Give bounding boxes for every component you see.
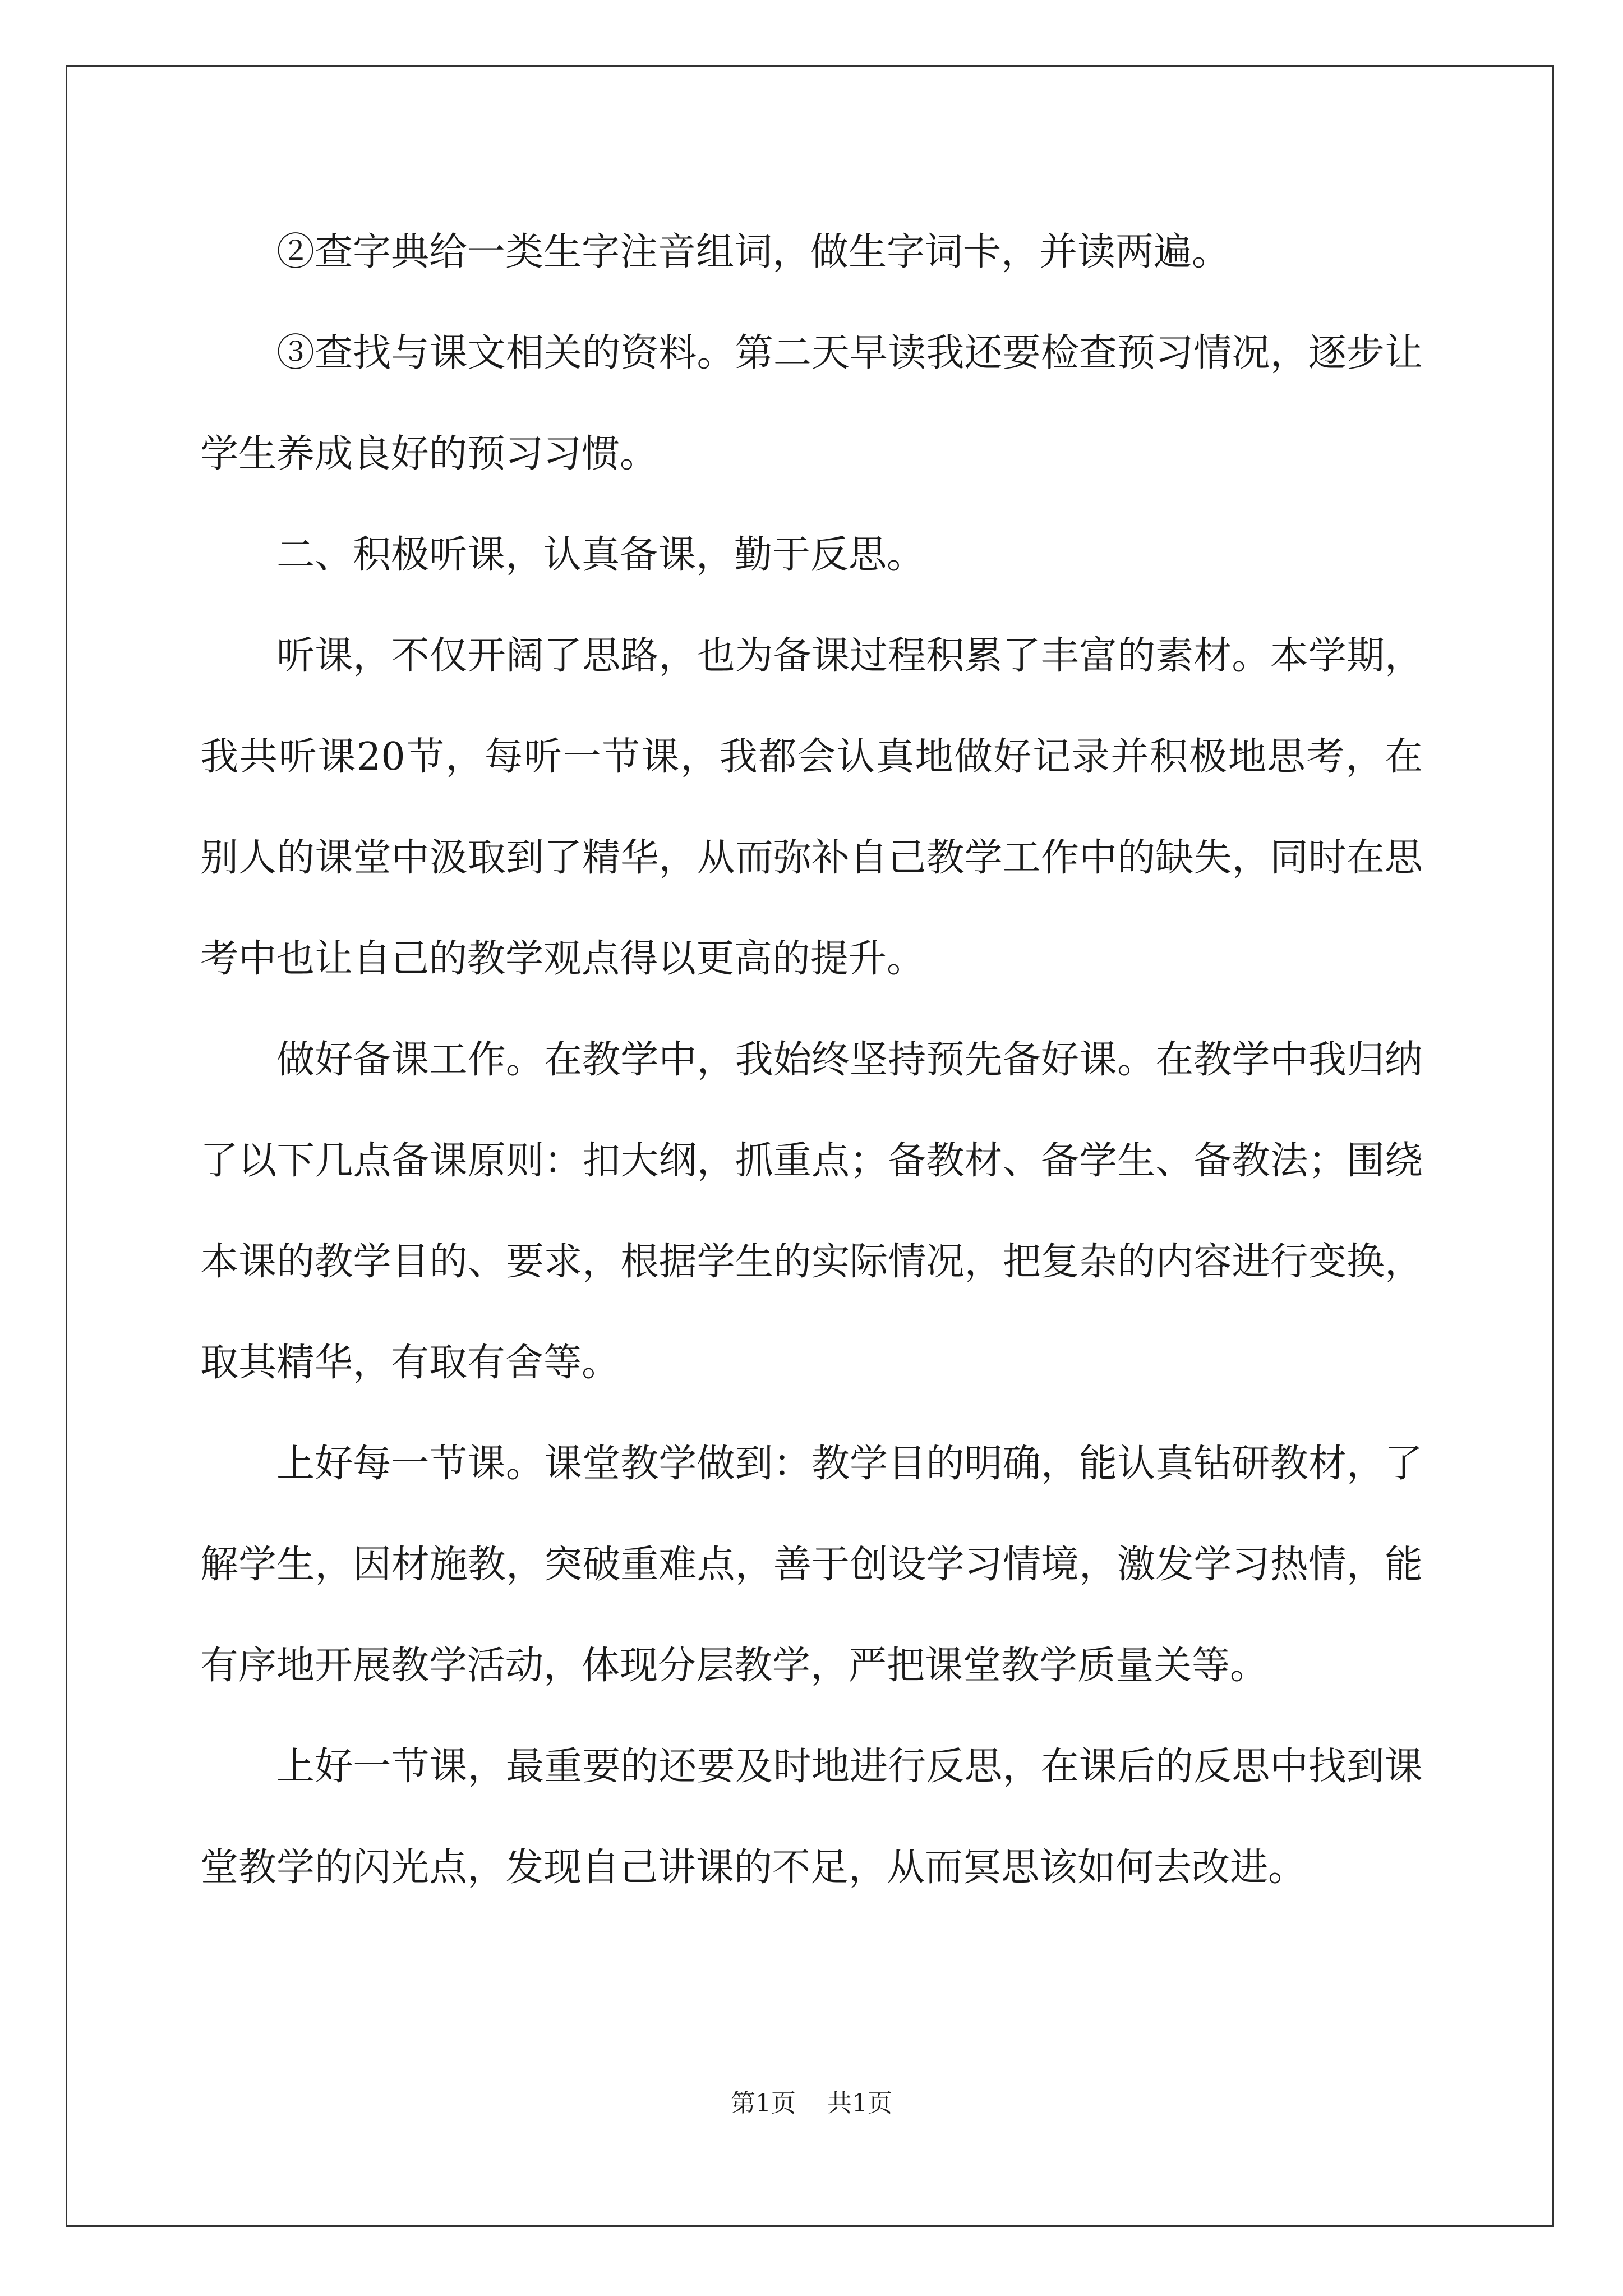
paragraph: 做好备课工作。在教学中，我始终坚持预先备好课。在教学中我归纳了以下几点备课原则：扣大纲，抓重点；备教材、备学生、备教法；围绕本课的教学目的、要求，根据学生的实际情况，把复杂的内容进行变换，取其精华，有取有舍等。 <box>200 1038 1423 1385</box>
paragraph: 二、积极听课，认真备课，勤于反思。 <box>276 533 925 577</box>
page-total: 共1页 <box>827 2089 892 2118</box>
paragraph: 听课，不仅开阔了思路，也为备课过程积累了丰富的素材。本学期，我共听课20节，每听一节课，我都会认真地做好记录并积极地思考，在别人的课堂中汲取到了精华，从而弥补自己教学工作中的缺失，同时在思考中也让自己的教学观点得以更高的提升。 <box>200 634 1423 981</box>
page-number: 第1页 <box>731 2089 796 2118</box>
paragraph: ③查找与课文相关的资料。第二天早读我还要检查预习情况，逐步让学生养成良好的预习习惯。 <box>200 331 1423 476</box>
document-body <box>200 202 1423 1918</box>
page-footer <box>0 2087 1623 2120</box>
paragraph: 上好每一节课。课堂教学做到：教学目的明确，能认真钻研教材，了解学生，因材施教，突破重难点，善于创设学习情境，激发学习热情，能有序地开展教学活动，体现分层教学，严把课堂教学质量关等。 <box>200 1442 1423 1688</box>
paragraph: ②查字典给一类生字注音组词，做生字词卡，并读两遍。 <box>276 230 1230 274</box>
paragraph: 上好一节课，最重要的还要及时地进行反思，在课后的反思中找到课堂教学的闪光点，发现自己讲课的不足，从而冥思该如何去改进。 <box>200 1745 1423 1890</box>
